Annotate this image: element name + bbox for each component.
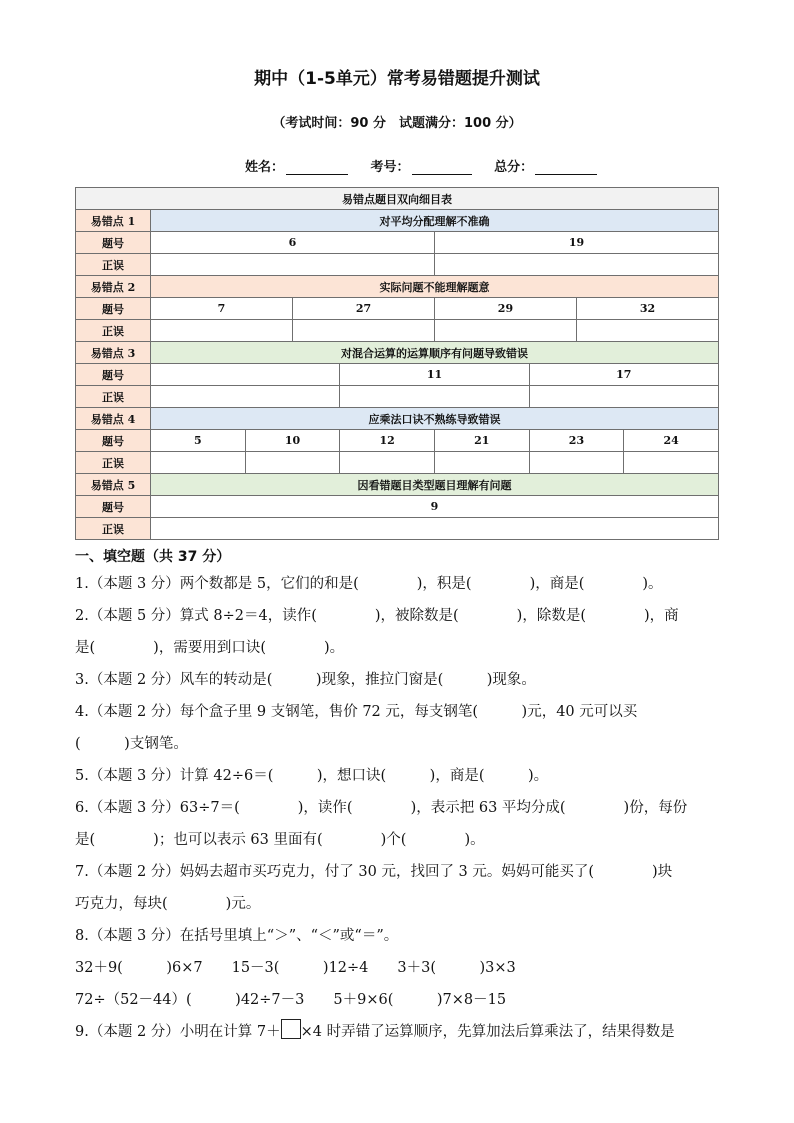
correctness-cell[interactable] — [151, 518, 719, 540]
question-number-label: 题号 — [76, 232, 151, 254]
question-number: 10 — [245, 430, 340, 452]
question-number: 19 — [434, 232, 718, 254]
correctness-cell[interactable] — [292, 320, 434, 342]
score-field[interactable] — [535, 160, 597, 175]
question-5: 5.（本题 3 分）计算 42÷6＝( )，想口诀( )，商是( )。 — [75, 768, 549, 784]
correctness-label: 正误 — [76, 518, 151, 540]
question-9-end: ×4 时弄错了运算顺序，先算加法后算乘法了，结果得数是 — [300, 1024, 675, 1040]
question-6-line-2: 是( )；也可以表示 63 里面有( )个( )。 — [75, 832, 485, 848]
student-info-line — [245, 156, 615, 175]
error-detail-table — [75, 187, 719, 540]
answer-box[interactable] — [281, 1019, 301, 1039]
point-description: 应乘法口诀不熟练导致错误 — [151, 408, 719, 430]
question-2-line-1: 2.（本题 5 分）算式 8÷2＝4，读作( )，被除数是( )，除数是( )，商 — [75, 608, 679, 624]
question-number — [151, 364, 340, 386]
correctness-label: 正误 — [76, 254, 151, 276]
question-4-line-1: 4.（本题 2 分）每个盒子里 9 支钢笔，售价 72 元，每支钢笔( )元，40 元可以买 — [75, 704, 638, 720]
question-number: 5 — [151, 430, 246, 452]
correctness-cell[interactable] — [576, 320, 718, 342]
point-description: 对混合运算的运算顺序有问题导致错误 — [151, 342, 719, 364]
correctness-cell[interactable] — [529, 386, 718, 408]
question-9 — [75, 1016, 723, 1048]
point-description: 对平均分配理解不准确 — [151, 210, 719, 232]
name-field[interactable] — [286, 160, 348, 175]
question-number: 9 — [151, 496, 719, 518]
correctness-label: 正误 — [76, 452, 151, 474]
point-label: 易错点 2 — [76, 276, 151, 298]
correctness-cell[interactable] — [340, 386, 529, 408]
question-number: 11 — [340, 364, 529, 386]
exam-subtitle: （考试时间：90 分 试题满分：100 分） — [272, 116, 522, 131]
question-2-line-2: 是( )，需要用到口诀( )。 — [75, 640, 345, 656]
correctness-cell[interactable] — [529, 452, 624, 474]
point-label: 易错点 1 — [76, 210, 151, 232]
question-3: 3.（本题 2 分）风车的转动是( )现象，推拉门窗是( )现象。 — [75, 672, 536, 688]
correctness-cell[interactable] — [434, 254, 718, 276]
question-number: 24 — [624, 430, 719, 452]
correctness-cell[interactable] — [434, 320, 576, 342]
score-label: 总分： — [494, 160, 534, 175]
question-number: 27 — [292, 298, 434, 320]
question-number-label: 题号 — [76, 496, 151, 518]
fill-in-section — [75, 546, 723, 1048]
point-description: 因看错题目类型题目理解有问题 — [151, 474, 719, 496]
question-7-line-1: 7.（本题 2 分）妈妈去超市买巧克力，付了 30 元，找回了 3 元。妈妈可能买了( )块 — [75, 864, 673, 880]
page-title: 期中（1-5单元）常考易错题提升测试 — [254, 69, 540, 89]
correctness-label: 正误 — [76, 320, 151, 342]
question-6-line-1: 6.（本题 3 分）63÷7＝( )，读作( )，表示把 63 平均分成( )份，每份 — [75, 800, 688, 816]
question-4-line-2: ( )支钢笔。 — [75, 736, 188, 752]
number-field[interactable] — [412, 160, 472, 175]
question-number: 23 — [529, 430, 624, 452]
table-title: 易错点题目双向细目表 — [76, 188, 719, 210]
point-label: 易错点 4 — [76, 408, 151, 430]
correctness-label: 正误 — [76, 386, 151, 408]
question-1: 1.（本题 3 分）两个数都是 5，它们的和是( )，积是( )，商是( )。 — [75, 576, 663, 592]
question-8: 8.（本题 3 分）在括号里填上“＞”、“＜”或“＝”。 — [75, 928, 399, 944]
question-number: 17 — [529, 364, 718, 386]
question-number: 7 — [151, 298, 293, 320]
correctness-cell[interactable] — [624, 452, 719, 474]
number-label: 考号： — [370, 160, 410, 175]
question-8-row-1: 32＋9( )6×7 15－3( )12÷4 3＋3( )3×3 — [75, 960, 516, 976]
name-label: 姓名： — [245, 160, 285, 175]
question-number-label: 题号 — [76, 364, 151, 386]
point-label: 易错点 3 — [76, 342, 151, 364]
question-8-row-2: 72÷（52－44）( )42÷7－3 5＋9×6( )7×8－15 — [75, 992, 507, 1008]
question-number-label: 题号 — [76, 430, 151, 452]
question-7-line-2: 巧克力，每块( )元。 — [75, 896, 261, 912]
question-number: 32 — [576, 298, 718, 320]
question-number: 6 — [151, 232, 435, 254]
correctness-cell[interactable] — [151, 320, 293, 342]
question-number: 12 — [340, 430, 435, 452]
question-number: 29 — [434, 298, 576, 320]
correctness-cell[interactable] — [434, 452, 529, 474]
question-number: 21 — [434, 430, 529, 452]
point-label: 易错点 5 — [76, 474, 151, 496]
correctness-cell[interactable] — [245, 452, 340, 474]
question-number-label: 题号 — [76, 298, 151, 320]
correctness-cell[interactable] — [151, 254, 435, 276]
question-9-start: 9.（本题 2 分）小明在计算 7＋ — [75, 1024, 281, 1040]
correctness-cell[interactable] — [340, 452, 435, 474]
correctness-cell[interactable] — [151, 386, 340, 408]
section-heading: 一、填空题（共 37 分） — [75, 549, 231, 565]
correctness-cell[interactable] — [151, 452, 246, 474]
point-description: 实际问题不能理解题意 — [151, 276, 719, 298]
